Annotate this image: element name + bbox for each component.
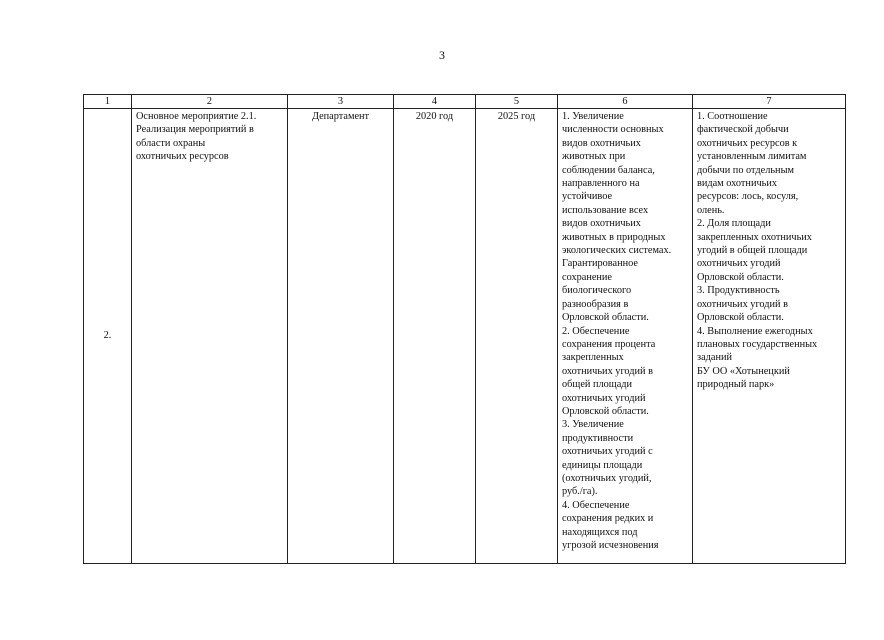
results-line: сохранения процента (562, 338, 656, 350)
indicators-line: установленным лимитам (697, 151, 807, 163)
results-line: 3. Увеличение (562, 419, 624, 431)
results-line: охотничьих угодий (562, 392, 646, 404)
table-row (84, 109, 846, 564)
results-line: 4. Обеспечение (562, 499, 630, 511)
results-line: единицы площади (562, 459, 643, 471)
indicators-line: ресурсов: лось, косуля, (697, 191, 799, 203)
executor-cell: Департамент (288, 109, 394, 564)
indicators-line: охотничьих ресурсов к (697, 137, 798, 149)
row-number: 2. (84, 109, 132, 564)
results-line: экологических системах. (562, 245, 672, 257)
indicators-line: БУ ОО «Хотынецкий (697, 365, 790, 377)
results-line: численности основных (562, 124, 664, 136)
results-line: охотничьих угодий с (562, 446, 653, 458)
results-line: (охотничьих угодий, (562, 472, 652, 484)
results-line: угрозой исчезновения (562, 540, 659, 551)
indicators-line: закрепленных охотничьих (697, 231, 812, 243)
indicators-line: плановых государственных (697, 338, 818, 350)
activity-line: Основное мероприятие 2.1. (136, 111, 257, 122)
header-cell: 2 (132, 95, 288, 109)
results-line: общей площади (562, 379, 633, 391)
indicators-line: 3. Продуктивность (697, 285, 780, 297)
indicators-line: 2. Доля площади (697, 218, 771, 230)
results-line: Орловской области. (562, 312, 649, 324)
header-cell: 4 (394, 95, 476, 109)
indicators-line: видам охотничьих (697, 178, 777, 190)
header-row (84, 95, 846, 109)
header-cell: 7 (693, 95, 846, 109)
results-line: устойчивое (562, 191, 613, 203)
results-line: сохранение (562, 271, 613, 283)
results-line: животных в природных (562, 231, 666, 243)
header-cell: 3 (288, 95, 394, 109)
results-line: сохранения редких и (562, 513, 654, 525)
activity-line: области охраны (136, 137, 206, 149)
results-cell (558, 109, 693, 564)
results-line: видов охотничьих (562, 218, 641, 230)
indicators-line: охотничьих угодий в (697, 298, 788, 310)
indicators-line: угодий в общей площади (697, 245, 808, 257)
activity-line: Реализация мероприятий в (136, 124, 254, 136)
start-year-cell: 2020 год (394, 109, 476, 564)
results-line: продуктивности (562, 432, 634, 444)
results-line: биологического (562, 285, 632, 297)
results-line: направленного на (562, 178, 640, 190)
results-line: руб./га). (562, 486, 598, 498)
indicators-line: Орловской области. (697, 271, 784, 283)
results-line: Гарантированное (562, 258, 638, 270)
header-cell: 5 (476, 95, 558, 109)
results-line: разнообразия в (562, 298, 629, 310)
results-line: использование всех (562, 204, 649, 216)
end-year-cell: 2025 год (476, 109, 558, 564)
activity-cell (132, 109, 288, 564)
indicators-line: олень. (697, 204, 725, 216)
indicators-line: природный парк» (697, 379, 775, 391)
results-line: закрепленных (562, 352, 624, 364)
results-line: охотничьих угодий в (562, 365, 653, 377)
indicators-line: фактической добычи (697, 124, 789, 136)
indicators-line: 1. Соотношение (697, 111, 768, 122)
results-line: соблюдении баланса, (562, 164, 655, 176)
indicators-cell (693, 109, 846, 564)
page-number: 3 (439, 48, 445, 62)
header-cell: 6 (558, 95, 693, 109)
activity-line: охотничьих ресурсов (136, 151, 229, 163)
header-cell: 1 (84, 95, 132, 109)
indicators-line: добычи по отдельным (697, 164, 795, 176)
indicators-line: заданий (697, 352, 732, 364)
indicators-line: Орловской области. (697, 312, 784, 324)
results-line: 2. Обеспечение (562, 325, 630, 337)
results-line: видов охотничьих (562, 137, 641, 149)
results-line: животных при (562, 151, 626, 163)
indicators-line: охотничьих угодий (697, 258, 781, 270)
program-table (83, 94, 846, 564)
results-line: Орловской области. (562, 405, 649, 417)
results-line: 1. Увеличение (562, 111, 624, 122)
results-line: находящихся под (562, 526, 638, 538)
indicators-line: 4. Выполнение ежегодных (697, 325, 813, 337)
